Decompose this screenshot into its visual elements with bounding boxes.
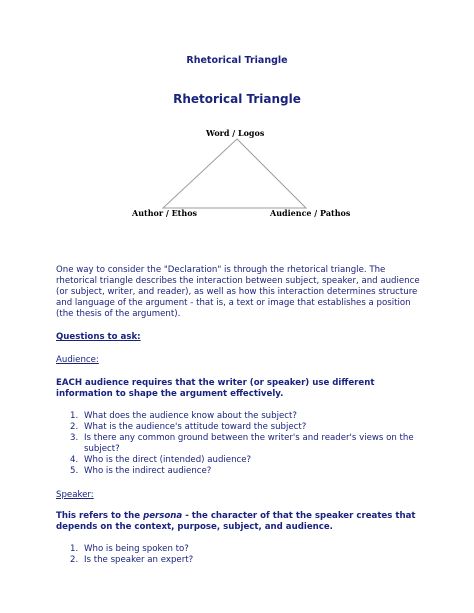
vertex-label-right: Audience / Pathos	[270, 208, 351, 218]
speaker-note-prefix: This refers to the	[56, 511, 144, 521]
list-number: 2.	[70, 422, 79, 432]
list-text: What does the audience know about the subject?	[84, 411, 297, 421]
list-item	[70, 555, 422, 566]
speaker-note-emphasis: persona	[143, 511, 183, 521]
list-text: Is there any common ground between the writer's and reader's views on the subject?	[84, 433, 414, 454]
list-number: 4.	[70, 455, 79, 465]
vertex-label-top: Word / Logos	[206, 128, 265, 138]
list-text: Who is the indirect audience?	[84, 466, 212, 476]
vertex-label-left: Author / Ethos	[132, 208, 198, 218]
diagram-title: Rhetorical Triangle	[173, 92, 301, 106]
intro-paragraph: One way to consider the "Declaration" is through the rhetorical triangle. The rhetorical triangle describes the interaction between subject, speaker, and audience (or subject, writer, and reader), as well as how this interaction determines structure and language of the argument - that is, a text or image that establishes a position (the thesis of the argument).	[56, 265, 420, 319]
list-number: 3.	[70, 433, 79, 443]
speaker-questions-list	[70, 544, 422, 566]
rhetorical-triangle-diagram	[0, 0, 474, 260]
audience-label: Audience:	[56, 355, 99, 365]
speaker-note	[56, 511, 422, 533]
list-item	[70, 544, 422, 555]
triangle-outline	[163, 139, 306, 208]
list-text: Who is being spoken to?	[84, 544, 189, 554]
list-number: 1.	[70, 544, 79, 554]
speaker-note-suffix: - the character of that the speaker creates that depends on the context, purpose, subject, and audience.	[56, 511, 416, 532]
list-number: 5.	[70, 466, 79, 476]
document-body	[56, 265, 422, 579]
speaker-label: Speaker:	[56, 490, 94, 500]
audience-note: EACH audience requires that the writer (or speaker) use different information to shape the argument effectively.	[56, 378, 375, 399]
list-item	[70, 411, 422, 422]
list-item	[70, 455, 422, 466]
list-text: What is the audience's attitude toward the subject?	[84, 422, 307, 432]
list-number: 2.	[70, 555, 79, 565]
audience-questions-list	[70, 411, 422, 477]
page-header-title: Rhetorical Triangle	[186, 55, 288, 66]
list-item	[70, 433, 422, 455]
list-text: Is the speaker an expert?	[84, 555, 194, 565]
list-number: 1.	[70, 411, 79, 421]
list-text: Who is the direct (intended) audience?	[84, 455, 252, 465]
questions-heading: Questions to ask:	[56, 332, 141, 342]
list-item	[70, 422, 422, 433]
list-item	[70, 466, 422, 477]
